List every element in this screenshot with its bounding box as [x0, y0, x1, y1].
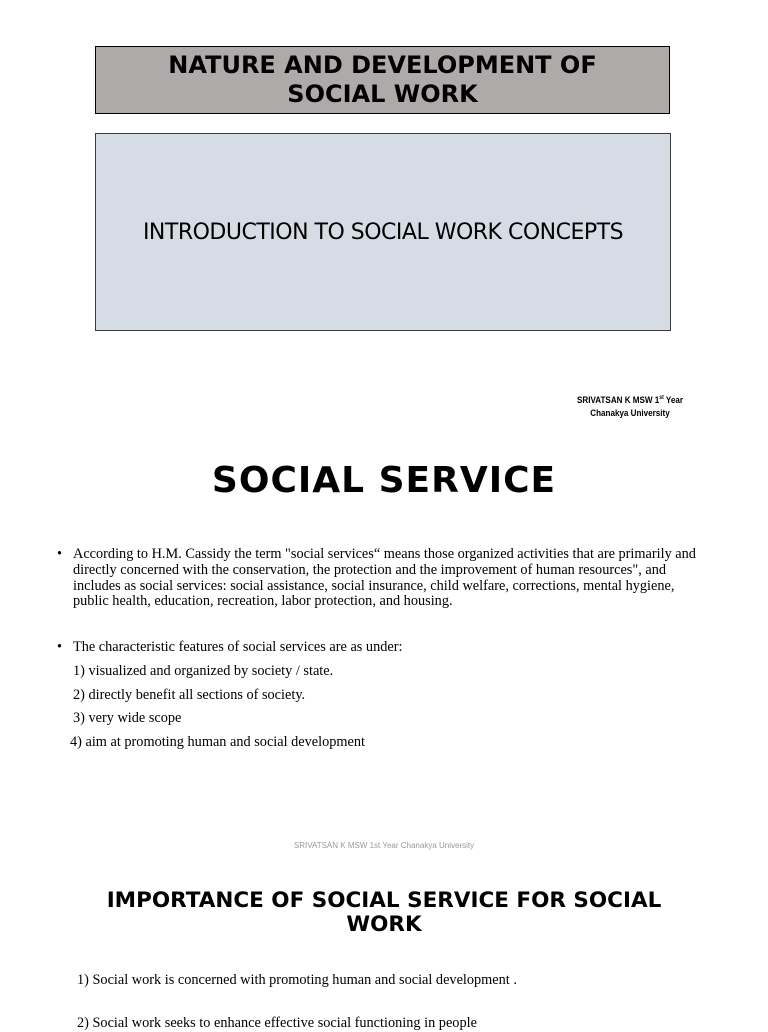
social-service-heading: SOCIAL SERVICE — [211, 460, 557, 501]
feature-item: 1) visualized and organized by society / state. — [73, 663, 334, 679]
importance-heading-line1: IMPORTANCE OF SOCIAL SERVICE FOR SOCIAL — [106, 888, 662, 913]
bullet-icon: • — [57, 546, 63, 562]
importance-point: 1) Social work is concerned with promoting human and social development . — [77, 972, 517, 988]
slide-subtitle: INTRODUCTION TO SOCIAL WORK CONCEPTS — [142, 219, 624, 245]
author-ordinal: st — [659, 395, 664, 401]
slide-title — [168, 51, 596, 109]
feature-item: 2) directly benefit all sections of society. — [73, 687, 306, 703]
feature-item: 3) very wide scope — [73, 710, 182, 726]
author-credit — [554, 392, 707, 420]
features-intro-text: The characteristic features of social services are as under: — [73, 639, 403, 655]
importance-point: 2) Social work seeks to enhance effective social functioning in people — [77, 1015, 477, 1031]
slide-footer: SRIVATSAN K MSW 1st Year Chanakya University — [293, 841, 475, 850]
definition-bullet — [57, 547, 707, 610]
slide-title-line1: NATURE AND DEVELOPMENT OF — [168, 51, 597, 79]
slide-subtitle-box — [95, 133, 671, 331]
author-year: Year — [663, 395, 683, 407]
importance-heading — [0, 889, 768, 937]
feature-item: 4) aim at promoting human and social development — [70, 734, 365, 750]
slide-title-line2: SOCIAL WORK — [287, 80, 478, 108]
bullet-icon: • — [57, 639, 63, 655]
features-bullet — [57, 640, 707, 656]
author-university: Chanakya University — [590, 408, 670, 420]
importance-heading-line2: WORK — [346, 912, 422, 937]
slide-title-box — [95, 46, 670, 114]
definition-text: According to H.M. Cassidy the term "social services“ means those organized activities that are primarily and directly concerned with the conservation, the protection and the improvement of human resources", and includes as social services: social assistance, social insurance, child welfare, corrections, mental hygiene, public health, education, recreation, labor protection, and housing. — [73, 546, 696, 610]
author-line1 — [554, 392, 707, 407]
author-name: SRIVATSAN K MSW 1 — [577, 395, 660, 407]
